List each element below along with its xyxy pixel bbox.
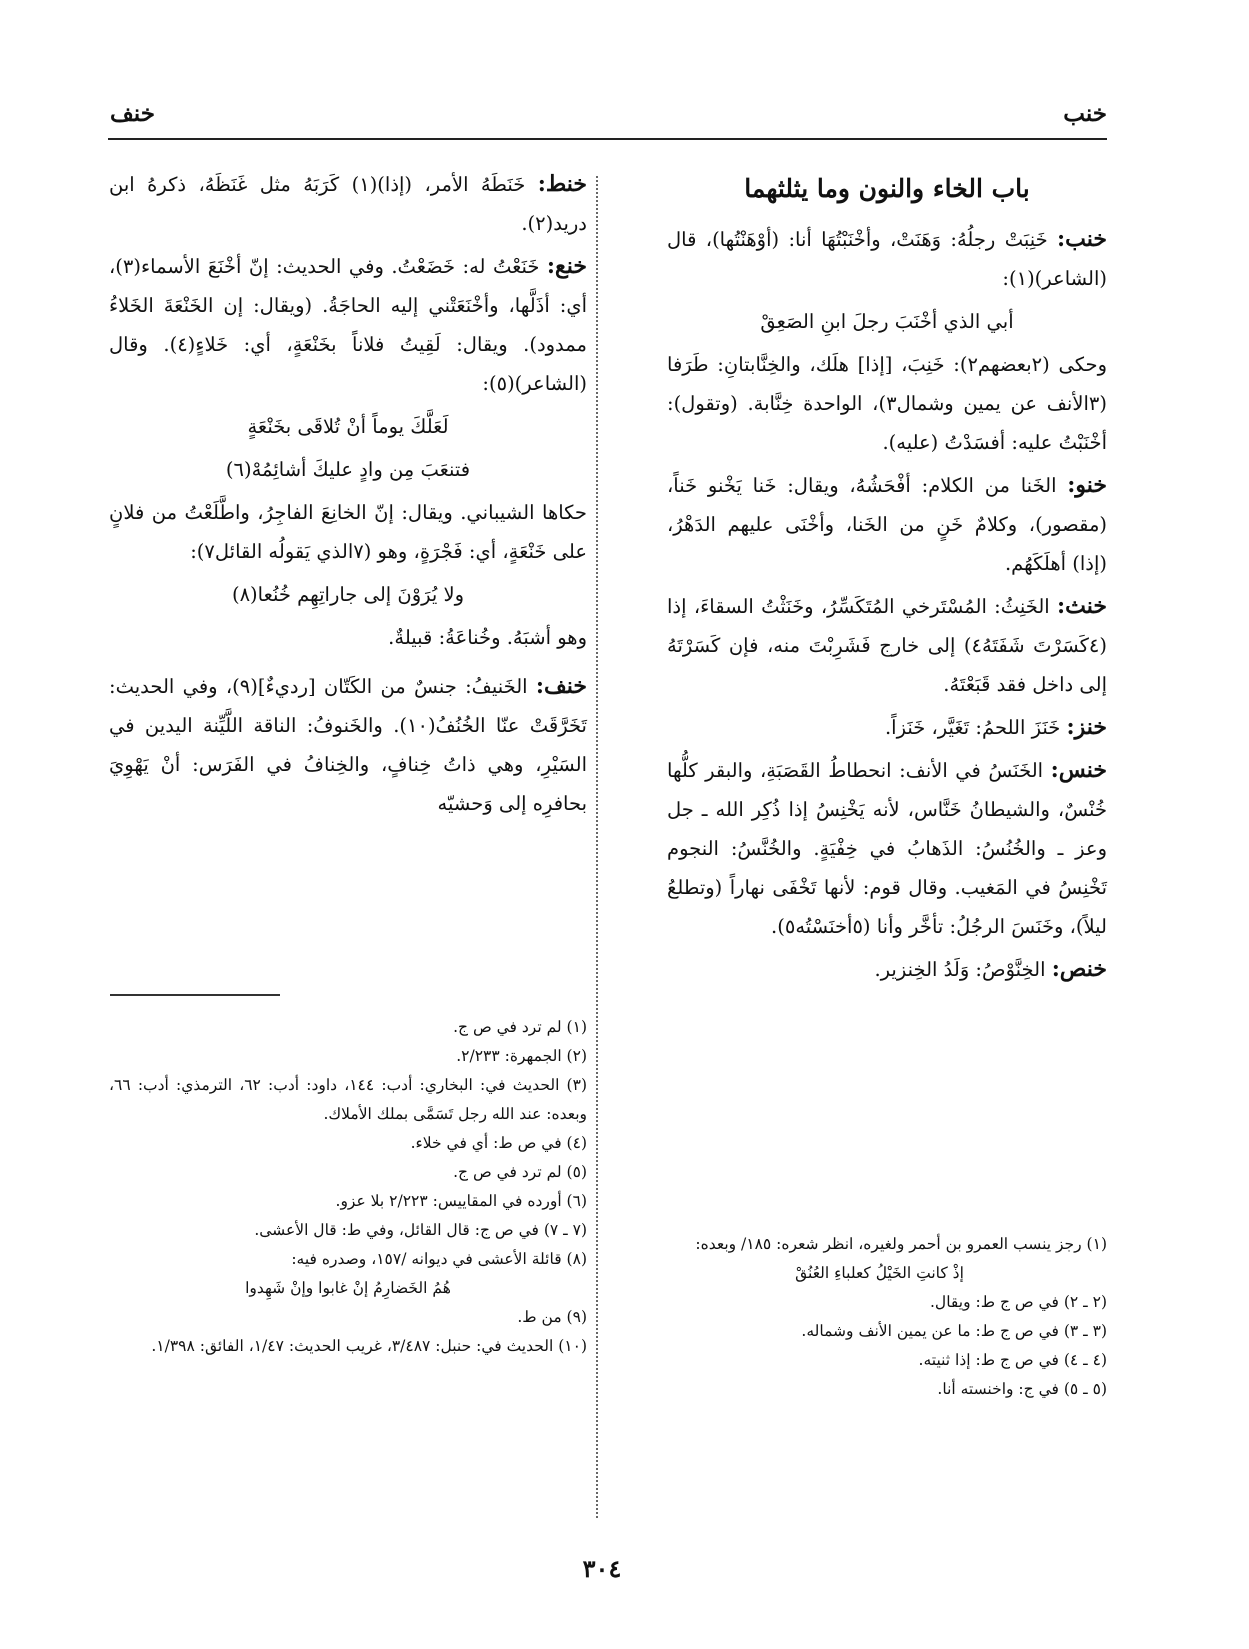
footnote: (٦) أورده في المقاييس: ٢/٢٢٣ بلا عزو. bbox=[335, 1192, 587, 1210]
footnote-verse: إذْ كانتِ الخَيْلُ كعلباءِ العُنُقْ bbox=[795, 1264, 964, 1282]
headword: خنف: bbox=[535, 673, 587, 699]
footnote: (٥) لم ترد في ص ج. bbox=[453, 1163, 587, 1181]
footnote: (٧ ـ ٧) في ص ج: قال القائل، وفي ط: قال الأعشى. bbox=[254, 1221, 587, 1239]
entry-continuation: وحكى (٢بعضهم٢): خَنِبَ، [إذا] هلَك، والخِنَّابتانِ: طَرَفا (٣الأنف عن يمين وشمال٣)، الواحدة خِنَّابة. (وتقول): أخْنَبْتُ عليه: أفسَدْتُ (عليه). bbox=[667, 353, 1107, 454]
entry-text: الخِنَّوْصُ: وَلَدُ الخِنزير. bbox=[874, 958, 1046, 981]
entry-text: خَنَطَهُ الأمر، (إذا)(١) كَرَبَهُ مثل غَنَظَهُ، ذكرهُ ابن دريد(٢). bbox=[109, 173, 587, 235]
footnote: (٤ ـ ٤) في ص ج ط: إذا ثنيته. bbox=[918, 1351, 1107, 1369]
entry-text: خَنَزَ اللحمُ: تَغَيَّر، خَنَزاً. bbox=[884, 716, 1061, 739]
page-number: ٣٠٤ bbox=[582, 1554, 622, 1583]
footnote: (١) رجز ينسب العمرو بن أحمر ولغيره، انظر شعره: ١٨٥/ وبعده: bbox=[695, 1235, 1107, 1253]
entry-continuation: وهو أشبَهُ. وخُناعَةُ: قبيلةٌ. bbox=[388, 626, 587, 649]
right-column bbox=[667, 165, 1107, 993]
entry-text: الخَنا من الكلام: أفْحَشُهُ، ويقال: خَنا يَخْنو خَناً، (مقصور)، وكلامٌ خَنٍ من الخَنا، وأخْنَى عليهم الدَهْرُ، (إذا) أهلَكَهُم. bbox=[667, 474, 1107, 575]
entry-khanath bbox=[667, 587, 1107, 704]
section-title: باب الخاء والنون وما يثلثهما bbox=[744, 174, 1030, 203]
footnote: (٨) قائلة الأعشى في ديوانه /١٥٧، وصدره فيه: bbox=[291, 1250, 587, 1268]
headword: خنس: bbox=[1050, 757, 1107, 783]
footnotes-right bbox=[652, 1230, 1107, 1404]
entry-text: الخَنَسُ في الأنف: انحطاطُ القَصَبَةِ، والبقر كلُّها خُنْسٌ، والشيطانُ خَنَّاس، لأنه يَخْنِسُ إذا ذُكِر الله ـ جل وعز ـ والخُنُسُ: الذَهابُ في خِفْيَةٍ. والخُنَّسُ: النجوم تَخْنِسُ في المَغيب. وقال قوم: لأنها تَخْفَى نهاراً (وتطلعُ ليلاً)، وخَنَسَ الرجُلُ: تأخَّر وأنا (٥أخنَسْتُه٥). bbox=[667, 759, 1107, 938]
footnote: (٩) من ط. bbox=[517, 1308, 587, 1326]
running-head-right: خنب bbox=[1063, 100, 1107, 127]
column-divider bbox=[596, 176, 598, 1518]
entry-khanw bbox=[667, 466, 1107, 583]
entry-khanas bbox=[667, 751, 1107, 946]
footnote: (١) لم ترد في ص ج. bbox=[453, 1018, 587, 1036]
entry-text: خَنِبَتْ رجلُهُ: وَهَنَتْ، وأخْنَبْتُهَا أنا: (أوْهَنْتُها)، قال (الشاعر)(١): bbox=[667, 228, 1107, 290]
footnote: (١٠) الحديث في: حنبل: ٣/٤٨٧، غريب الحديث: ١/٤٧، الفائق: ١/٣٩٨. bbox=[151, 1337, 587, 1355]
footnotes-left bbox=[109, 1013, 587, 1361]
verse-line: أبي الذي أخْنَبَ رجلَ ابنِ الصَعِقْ bbox=[760, 310, 1014, 333]
headword: خنو: bbox=[1067, 472, 1107, 498]
headword: خنط: bbox=[537, 171, 587, 197]
footnote: (٢) الجمهرة: ٢/٢٣٣. bbox=[456, 1047, 587, 1065]
headword: خنب: bbox=[1057, 226, 1107, 252]
verse-line: لَعَلَّكَ يوماً أنْ تُلاقَى بخَنْعَةٍ bbox=[247, 415, 449, 438]
verse-line: فتنعَبَ مِن وادٍ عليكَ أشائِمُهْ(٦) bbox=[225, 458, 471, 481]
footnote: (٣ ـ ٣) في ص ج ط: ما عن يمين الأنف وشماله. bbox=[801, 1322, 1107, 1340]
entry-khana bbox=[109, 247, 587, 403]
entry-khanas-2 bbox=[667, 950, 1107, 989]
headword: خنص: bbox=[1051, 956, 1107, 982]
footnote: (٢ ـ ٢) في ص ج ط: ويقال. bbox=[930, 1293, 1107, 1311]
header-rule bbox=[108, 138, 1107, 140]
running-head-left: خنف bbox=[110, 100, 155, 127]
left-column bbox=[109, 165, 587, 827]
entry-khanat bbox=[109, 165, 587, 243]
footnote-verse: هُمُ الخَضارِمُ إنْ غابوا وإنْ شَهِدوا bbox=[245, 1279, 451, 1297]
entry-continuation: حكاها الشيباني. ويقال: إنّ الخانِعَ الفاجِرُ، واطَّلَعْتُ من فلانٍ على خَنْعَةٍ، أي: فَجْرَةٍ، وهو (٧الذي يَقولُه القائل٧): bbox=[109, 501, 587, 563]
footnote: (٥ ـ ٥) في ج: واخنسته أنا. bbox=[937, 1380, 1107, 1398]
verse-line: ولا يُرَوْنَ إلى جاراتِهِم خُنُعا(٨) bbox=[231, 583, 465, 606]
footnote: (٣) الحديث في: البخاري: أدب: ١٤٤، داود: أدب: ٦٢، الترمذي: أدب: ٦٦، وبعده: عند الله رجل تَسَمَّى بملك الأملاك. bbox=[109, 1076, 587, 1123]
entry-text: الخَنِثُ: المُسْتَرخي المُتَكَسِّرُ، وخَنَثْتُ السقاءَ، إذا (٤كَسَرْتَ شَفَتَهُ٤) إلى خارج فَشَرِبْتَ منه، فإن كَسَرْتَهُ إلى داخل فقد قَبَعْتَهُ. bbox=[667, 595, 1107, 696]
headword: خنز: bbox=[1066, 714, 1107, 740]
entry-text: خَنَعْتُ له: خَضَعْتُ. وفي الحديث: إنّ أخْنَعَ الأسماء(٣)، أي: أذَلَّها، وأخْنَعَتْني إليه الحاجَةُ. (ويقال: إن الخَنْعَةَ الخَلاءُ ممدود). ويقال: لَقِيتُ فلاناً بخَنْعَةٍ، أي: خَلاءٍ(٤). وقال (الشاعر)(٥): bbox=[109, 255, 588, 395]
entry-khanaz bbox=[667, 708, 1107, 747]
entry-khanab bbox=[667, 220, 1107, 298]
footnote-rule bbox=[110, 994, 280, 996]
entry-khanaf bbox=[109, 667, 587, 823]
headword: خنع: bbox=[546, 253, 587, 279]
headword: خنث: bbox=[1057, 593, 1107, 619]
footnote: (٤) في ص ط: أي في خلاء. bbox=[410, 1134, 587, 1152]
entry-text: الخَنيفُ: جنسٌ من الكَتّان [رديءٌ](٩)، وفي الحديث: تَخَرَّقَتْ عنّا الخُنُفُ(١٠). والخَنوفُ: الناقة اللَّيِّنة اليدين في السَيْرِ، وهي ذاتُ خِنافٍ، والخِنافُ في الفَرَس: أنْ يَهْوِيَ بحافرِه إلى وَحشيّه bbox=[109, 675, 587, 815]
